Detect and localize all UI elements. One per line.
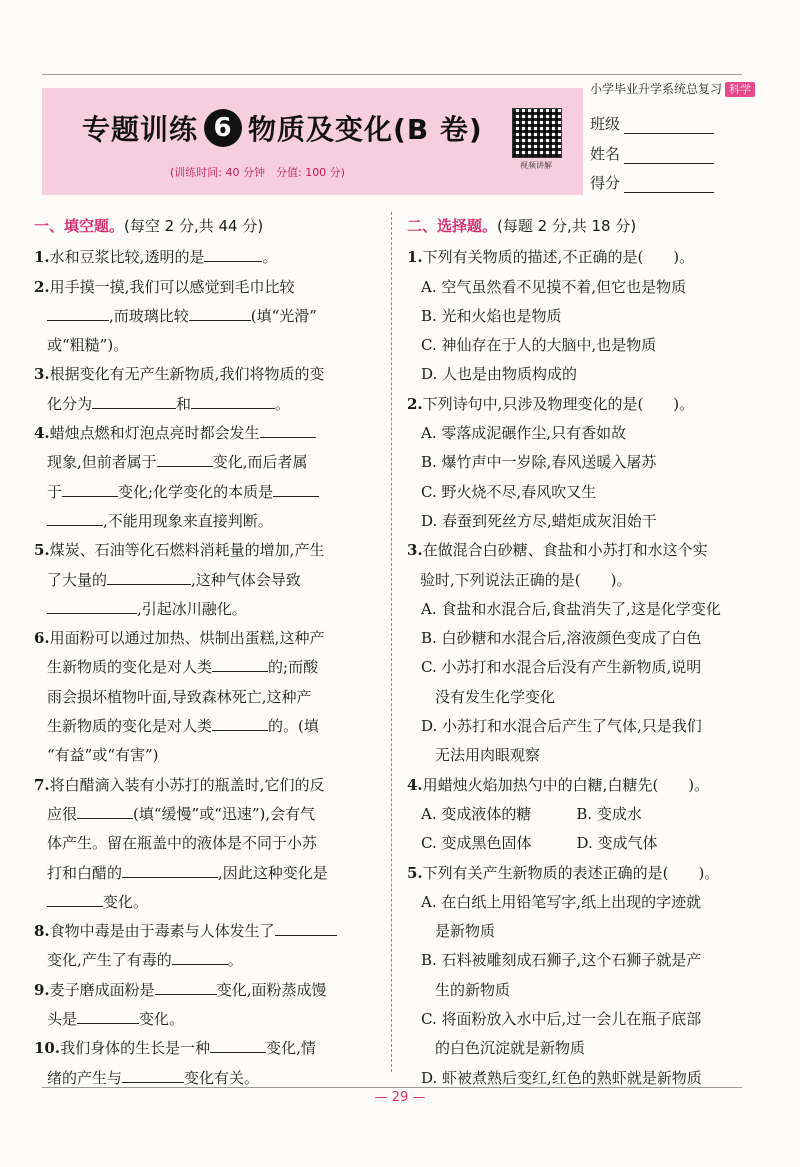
question-text: (填“光滑” bbox=[250, 306, 317, 325]
question-number: 1. bbox=[407, 248, 423, 267]
question-number: 1. bbox=[34, 248, 50, 267]
answer-blank[interactable] bbox=[204, 247, 262, 262]
question-line: 没有发生化学变化 bbox=[435, 687, 556, 706]
answer-option[interactable]: D. 小苏打和水混合后产生了气体,只是我们 bbox=[421, 717, 702, 736]
answer-blank[interactable] bbox=[191, 394, 275, 409]
question-text: 现象,但前者属于 bbox=[47, 453, 157, 472]
question-line bbox=[34, 741, 379, 770]
question-line bbox=[407, 859, 757, 888]
question-text: (填“缓慢”或“迅速”),会有气 bbox=[133, 804, 316, 823]
question-line bbox=[34, 536, 379, 565]
answer-option[interactable]: A. 零落成泥碾作尘,只有香如故 bbox=[421, 424, 627, 443]
choice-section bbox=[407, 212, 757, 1093]
question-line bbox=[34, 1064, 379, 1093]
question-text: 。 bbox=[227, 951, 243, 970]
question-text: 根据变化有无产生新物质,我们将物质的变 bbox=[49, 365, 325, 384]
answer-option[interactable]: C. 变成黑色固体 D. 变成气体 bbox=[421, 834, 658, 853]
answer-blank[interactable] bbox=[47, 306, 109, 321]
question-number: 4. bbox=[34, 424, 50, 443]
question-number: 4. bbox=[407, 775, 423, 794]
question-text: 生新物质的变化是对人类 bbox=[47, 658, 213, 677]
answer-option[interactable]: C. 小苏打和水混合后没有产生新物质,说明 bbox=[421, 658, 702, 677]
question-line bbox=[34, 419, 379, 448]
name-field[interactable]: 姓名 bbox=[590, 143, 714, 164]
question-text: 用面粉可以通过加热、烘制出蛋糕,这种产 bbox=[49, 629, 325, 648]
question-text: 变化。 bbox=[103, 892, 149, 911]
score-field[interactable]: 得分 bbox=[590, 172, 714, 193]
section-heading: 二、选择题。(每题 2 分,共 18 分) bbox=[407, 217, 637, 235]
question-text: 用手摸一摸,我们可以感觉到毛巾比较 bbox=[49, 277, 295, 296]
question-number: 5. bbox=[34, 541, 50, 560]
question-text: 了大量的 bbox=[47, 570, 108, 589]
class-field[interactable]: 班级 bbox=[590, 113, 714, 134]
answer-option[interactable]: D. 春蚕到死丝方尽,蜡炬成灰泪始干 bbox=[421, 511, 657, 530]
question-line: 是新物质 bbox=[435, 922, 496, 941]
question-text: ,引起冰川融化。 bbox=[137, 599, 247, 618]
answer-option[interactable]: B. 光和火焰也是物质 bbox=[421, 306, 562, 325]
question-text: 和 bbox=[176, 394, 192, 413]
top-rule bbox=[42, 74, 742, 75]
question-line bbox=[34, 800, 379, 829]
question-text: 变化有关。 bbox=[184, 1068, 260, 1087]
answer-blank[interactable] bbox=[77, 804, 133, 819]
question-text: 头是 bbox=[47, 1010, 78, 1029]
question-line bbox=[34, 712, 379, 741]
question-line: 的白色沉淀就是新物质 bbox=[435, 1039, 586, 1058]
question-text: 变化;化学变化的本质是 bbox=[118, 482, 274, 501]
question-line bbox=[34, 566, 379, 595]
question-line bbox=[34, 302, 379, 331]
question-text: 下列有关物质的描述,不正确的是( )。 bbox=[422, 248, 695, 267]
question-number: 2. bbox=[34, 277, 50, 296]
answer-option[interactable]: C. 野火烧不尽,春风吹又生 bbox=[421, 482, 597, 501]
question-text: “有益”或“有害”) bbox=[47, 746, 159, 765]
training-info: (训练时间: 40 分钟 分值: 100 分) bbox=[170, 166, 345, 179]
answer-blank[interactable] bbox=[212, 657, 268, 672]
question-number: 3. bbox=[34, 365, 50, 384]
question-text: 打和白醋的 bbox=[47, 863, 123, 882]
answer-blank[interactable] bbox=[92, 394, 176, 409]
question-text: 体产生。留在瓶盖中的液体是不同于小苏 bbox=[47, 834, 318, 853]
question-line bbox=[34, 771, 379, 800]
question-line bbox=[34, 917, 379, 946]
question-text: 下列有关产生新物质的表述正确的是( )。 bbox=[422, 863, 720, 882]
column-divider bbox=[391, 212, 392, 1072]
question-line bbox=[34, 390, 379, 419]
title-number-badge: 6 bbox=[204, 109, 242, 147]
question-line bbox=[34, 273, 379, 302]
subject-tag: 科学 bbox=[725, 82, 755, 97]
section-heading: 一、填空题。(每空 2 分,共 44 分) bbox=[34, 217, 264, 235]
answer-blank[interactable] bbox=[47, 892, 103, 907]
question-text: 化分为 bbox=[47, 394, 93, 413]
question-text: 的。(填 bbox=[268, 717, 319, 736]
question-text: 食物中毒是由于毒素与人体发生了 bbox=[49, 922, 275, 941]
question-line bbox=[34, 595, 379, 624]
page-title: 专题训练 6 物质及变化(B 卷) bbox=[82, 108, 483, 148]
title-banner bbox=[42, 88, 583, 195]
question-text: 变化,而后者属 bbox=[212, 453, 308, 472]
question-line bbox=[34, 478, 379, 507]
question-text: 的;而酸 bbox=[268, 658, 319, 677]
fill-in-section bbox=[34, 212, 379, 1093]
answer-option[interactable]: B. 石料被雕刻成石狮子,这个石狮子就是产 bbox=[421, 951, 702, 970]
question-line bbox=[34, 946, 379, 975]
question-text: 用蜡烛火焰加热勺中的白糖,白糖先( )。 bbox=[422, 775, 710, 794]
question-line: 无法用肉眼观察 bbox=[435, 746, 541, 765]
question-line bbox=[34, 976, 379, 1005]
answer-option[interactable]: B. 白砂糖和水混合后,溶液颜色变成了白色 bbox=[421, 629, 702, 648]
question-text: 变化,产生了有毒的 bbox=[47, 951, 172, 970]
question-line bbox=[34, 360, 379, 389]
question-line bbox=[34, 448, 379, 477]
fill-in-questions bbox=[34, 243, 379, 1093]
answer-blank[interactable] bbox=[260, 423, 316, 438]
question-text: 我们身体的生长是一种 bbox=[60, 1039, 211, 1058]
question-text: ,这种气体会导致 bbox=[191, 570, 301, 589]
answer-option[interactable]: C. 将面粉放入水中后,过一会儿在瓶子底部 bbox=[421, 1010, 702, 1029]
question-number: 10. bbox=[34, 1039, 61, 1058]
question-line bbox=[34, 829, 379, 858]
qr-code-icon[interactable] bbox=[512, 108, 562, 158]
question-text: ,而玻璃比较 bbox=[109, 306, 189, 325]
answer-option[interactable]: C. 神仙存在于人的大脑中,也是物质 bbox=[421, 336, 657, 355]
question-line: 生的新物质 bbox=[435, 980, 511, 999]
question-text: 将白醋滴入装有小苏打的瓶盖时,它们的反 bbox=[49, 775, 325, 794]
question-number: 2. bbox=[407, 394, 423, 413]
question-text: 变化,面粉蒸成馒 bbox=[216, 980, 327, 999]
answer-option[interactable]: B. 爆竹声中一岁除,春风送暖入屠苏 bbox=[421, 453, 657, 472]
question-text: 生新物质的变化是对人类 bbox=[47, 717, 213, 736]
question-number: 9. bbox=[34, 980, 50, 999]
answer-blank[interactable] bbox=[275, 921, 337, 936]
answer-blank[interactable] bbox=[212, 716, 268, 731]
question-text: 变化,情 bbox=[266, 1039, 316, 1058]
answer-blank[interactable] bbox=[47, 599, 137, 614]
qr-label: 视频讲解 bbox=[520, 161, 552, 170]
answer-option[interactable]: D. 虾被煮熟后变红,红色的熟虾就是新物质 bbox=[421, 1068, 702, 1087]
question-line bbox=[407, 390, 757, 419]
answer-blank[interactable] bbox=[122, 1068, 184, 1083]
answer-blank[interactable] bbox=[47, 511, 103, 526]
question-text: 。 bbox=[262, 248, 278, 267]
answer-blank[interactable] bbox=[155, 980, 217, 995]
question-text: 麦子磨成面粉是 bbox=[49, 980, 155, 999]
question-line bbox=[34, 624, 379, 653]
question-text: 下列诗句中,只涉及物理变化的是( )。 bbox=[422, 394, 695, 413]
question-line bbox=[34, 653, 379, 682]
question-number: 3. bbox=[407, 541, 423, 560]
question-line bbox=[34, 243, 379, 272]
question-number: 5. bbox=[407, 863, 423, 882]
question-text: 或“粗糙”)。 bbox=[47, 336, 129, 355]
question-text: 煤炭、石油等化石燃料消耗量的增加,产生 bbox=[49, 541, 325, 560]
answer-option[interactable]: D. 人也是由物质构成的 bbox=[421, 365, 578, 384]
answer-blank[interactable] bbox=[210, 1038, 266, 1053]
answer-blank[interactable] bbox=[77, 1009, 139, 1024]
question-line bbox=[407, 536, 757, 565]
choice-questions bbox=[407, 243, 757, 1093]
answer-blank[interactable] bbox=[122, 863, 218, 878]
question-text: ,因此这种变化是 bbox=[218, 863, 328, 882]
answer-option[interactable]: A. 变成液体的糖 B. 变成水 bbox=[421, 804, 642, 823]
answer-blank[interactable] bbox=[107, 570, 191, 585]
answer-option[interactable]: A. 食盐和水混合后,食盐消失了,这是化学变化 bbox=[421, 599, 721, 618]
question-text: 应很 bbox=[47, 804, 78, 823]
question-line bbox=[34, 1034, 379, 1063]
question-text: 绪的产生与 bbox=[47, 1068, 123, 1087]
question-text: 水和豆浆比较,透明的是 bbox=[49, 248, 205, 267]
question-number: 7. bbox=[34, 775, 50, 794]
answer-blank[interactable] bbox=[172, 950, 228, 965]
question-text: 。 bbox=[275, 394, 291, 413]
series-label: 小学毕业升学系统总复习 科学 bbox=[590, 80, 755, 97]
question-line bbox=[34, 1005, 379, 1034]
bottom-rule bbox=[42, 1087, 742, 1088]
answer-blank[interactable] bbox=[62, 482, 118, 497]
question-line bbox=[34, 507, 379, 536]
question-text: 蜡烛点燃和灯泡点亮时都会发生 bbox=[49, 424, 260, 443]
answer-option[interactable]: A. 空气虽然看不见摸不着,但它也是物质 bbox=[421, 277, 687, 296]
question-number: 8. bbox=[34, 922, 50, 941]
question-number: 6. bbox=[34, 629, 50, 648]
question-text: 于 bbox=[47, 482, 63, 501]
answer-option[interactable]: A. 在白纸上用铅笔写字,纸上出现的字迹就 bbox=[421, 892, 702, 911]
question-text: 雨会损坏植物叶面,导致森林死亡,这种产 bbox=[47, 687, 312, 706]
answer-blank[interactable] bbox=[189, 306, 251, 321]
question-text: ,不能用现象来直接判断。 bbox=[103, 511, 273, 530]
question-text: 在做混合白砂糖、食盐和小苏打和水这个实 bbox=[422, 541, 708, 560]
answer-blank[interactable] bbox=[157, 452, 213, 467]
question-text: 变化。 bbox=[139, 1010, 185, 1029]
question-line bbox=[34, 859, 379, 888]
answer-blank[interactable] bbox=[273, 482, 319, 497]
page-number: — 29 — bbox=[374, 1090, 426, 1105]
question-line bbox=[34, 683, 379, 712]
question-line bbox=[34, 888, 379, 917]
question-line bbox=[407, 771, 757, 800]
question-line bbox=[407, 243, 757, 272]
question-line: 验时,下列说法正确的是( )。 bbox=[420, 570, 632, 589]
question-line bbox=[34, 331, 379, 360]
